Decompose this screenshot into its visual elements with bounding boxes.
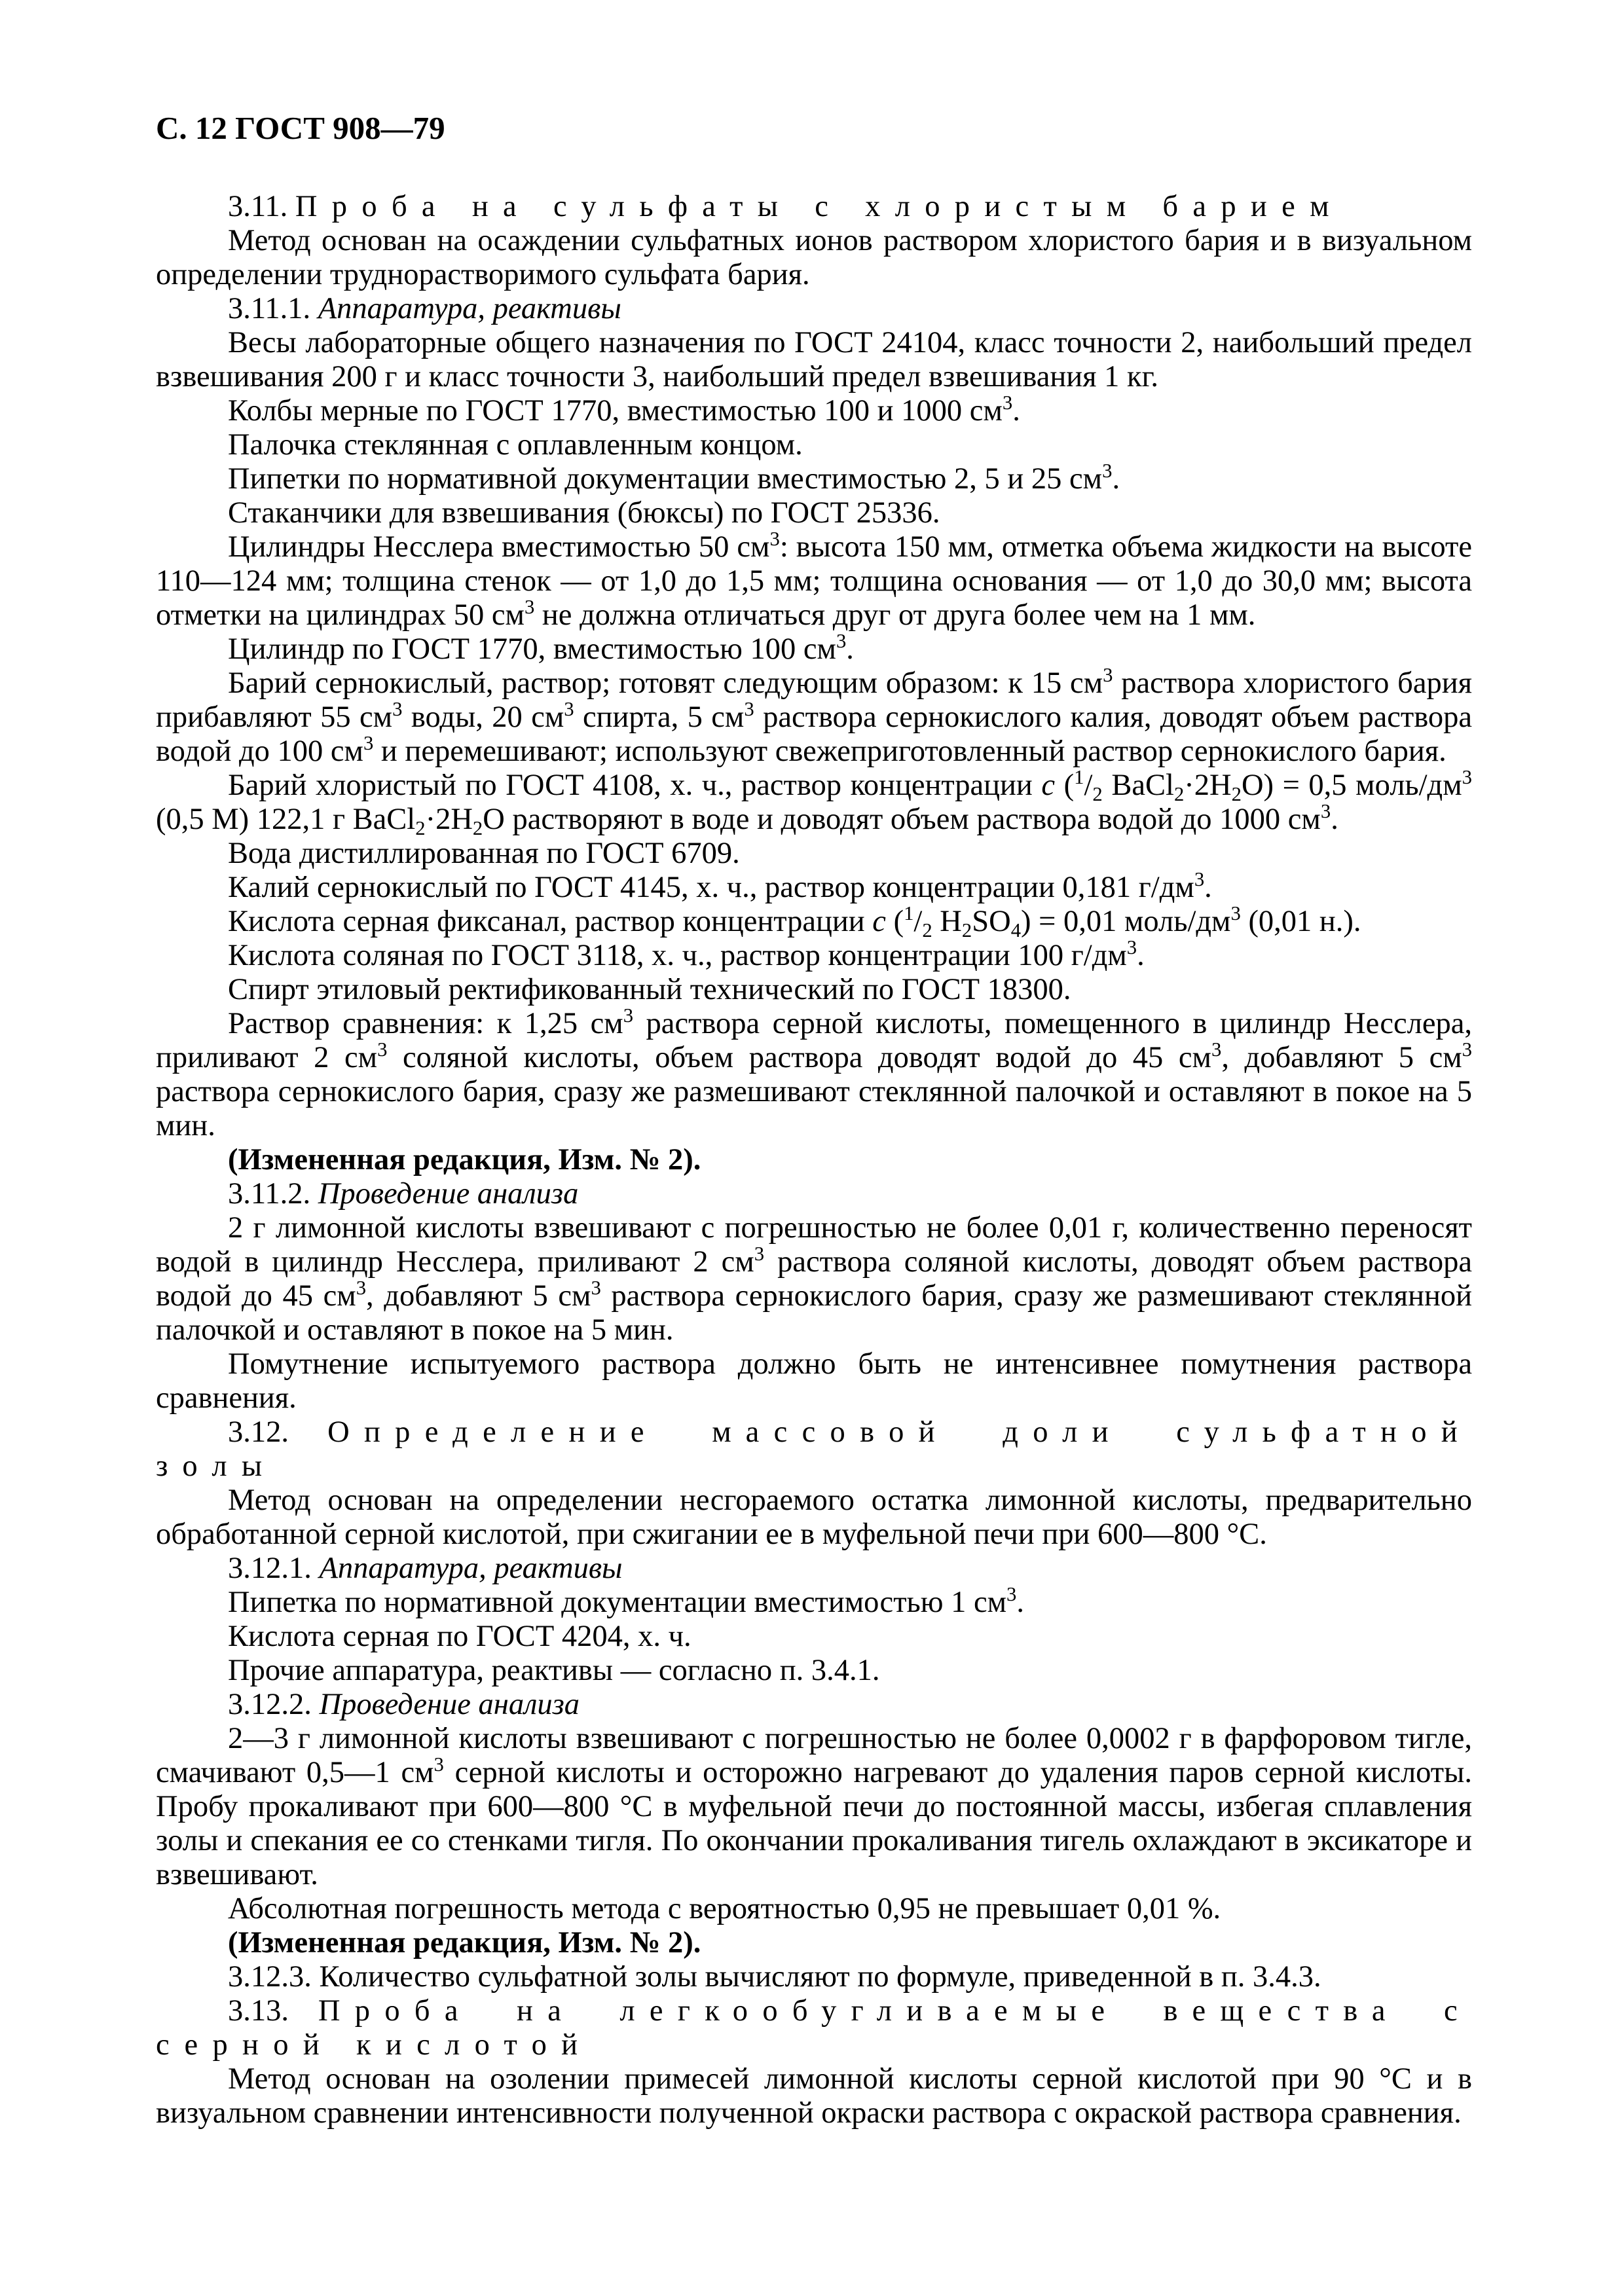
para-rod: Палочка стеклянная с оплавленным концом. (228, 428, 803, 462)
section-title: Проведение анализа (319, 1688, 580, 1721)
para-h2so4: Кислота серная фиксанал, раствор концентрации с ($^1/_2$ $H_2SO_4) = 0,01$ моль/$дм^3$ (0,01 н.). (228, 902, 1361, 942)
para-cups: Стаканчики для взвешивания (бюксы) по ГОСТ 25336. (228, 496, 940, 530)
section-3-11-intro: Метод основан на осаждении сульфатных ионов раствором хлористого бария и в визуальном определении труднорастворимого сульфата бария. (156, 224, 1472, 291)
document-page (156, 111, 1472, 2130)
para-analysis-1: 2 г лимонной кислоты взвешивают с погрешностью не более 0,01 г, количественно переносят водой в цилиндр Несслера, приливают 2 $см^3$ раствора соляной кислоты, доводят объем раствора водой до 45 $см^3$, добавляют 5 $см^3$ раствора сернокислого бария, сразу же размешивают стеклянной палочкой и оставляют в покое на 5 мин. (156, 1211, 1472, 1347)
para-baso4: Барий сернокислый, раствор; готовят следующим образом: к 15 $см^3$ раствора хлористого бария прибавляют 55 $см^3$ воды, 20 $см^3$ спирта, 5 $см^3$ раствора сернокислого калия, доводят объем раствора водой до 100 $см^3$ и перемешивают; используют свежеприготовленный раствор сернокислого бария. (156, 664, 1473, 768)
section-title: Аппаратура, реактивы (318, 292, 621, 325)
para-3-12-3: 3.12.3. Количество сульфатной золы вычисляют по формуле, приведенной в п. 3.4.3. (228, 1960, 1321, 1994)
para-reference-solution: Раствор сравнения: к 1,25 $см^3$ раствора серной кислоты, помещенного в цилиндр Несслера, приливают 2 $см^3$ соляной кислоты, объем раствора доводят водой до 45 $см^3$, добавляют 5 $см^3$ раствора сернокислого бария, сразу же размешивают стеклянной палочкой и оставляют в покое на 5 мин. (156, 1004, 1473, 1142)
para-water: Вода дистиллированная по ГОСТ 6709. (228, 837, 740, 870)
section-3-12-1-heading: 3.12.1. Аппаратура, реактивы (228, 1552, 623, 1585)
para-k2so4: Калий сернокислый по ГОСТ 4145, х. ч., раствор концентрации 0,181 $г/дм^3$. (228, 868, 1212, 904)
section-3-12-heading: 3.12. Определение массовой доли сульфатной золы (156, 1415, 1473, 1483)
para-analysis-2: Помутнение испытуемого раствора должно быть не интенсивнее помутнения раствора сравнения. (156, 1347, 1472, 1415)
section-3-11-heading: 3.11. Проба на сульфаты с хлористым барием (228, 190, 1344, 223)
amendment-note: (Измененная редакция, Изм. № 2). (228, 1143, 701, 1176)
para-bacl2: Барий хлористый по ГОСТ 4108, х. ч., раствор концентрации с ($^1/_2$ $BaCl_2\cdot 2H_2O) = 0,5$ моль/$дм^3$ (0,5 М) 122,1 г $BaCl_2\cdot 2H_2O$ растворяют в воде и доводят объем раствора водой до 1000 $см^3$. (156, 766, 1472, 840)
para-error: Абсолютная погрешность метода с вероятностью 0,95 не превышает 0,01 %. (228, 1892, 1221, 1925)
amendment-note: (Измененная редакция, Изм. № 2). (228, 1926, 701, 1959)
page-header (156, 111, 1472, 145)
para-spirit: Спирт этиловый ректификованный технический по ГОСТ 18300. (228, 973, 1071, 1006)
section-title: Проба на сульфаты с хлористым барием (295, 190, 1344, 223)
section-3-12-intro: Метод основан на определении несгораемого остатка лимонной кислоты, предварительно обработанной серной кислотой, при сжигании ее в муфельной печи при 600—800 °С. (156, 1484, 1472, 1551)
section-title: Аппаратура, реактивы (319, 1552, 623, 1585)
section-title: Проба на легкообугливаемые вещества с серной кислотой (156, 1994, 1473, 2062)
para-flasks: Колбы мерные по ГОСТ 1770, вместимостью 100 и 1000 $см^3$. (228, 392, 1020, 428)
para-hcl: Кислота соляная по ГОСТ 3118, х. ч., раствор концентрации 100 $г/дм^3$. (228, 936, 1145, 972)
section-3-12-2-heading: 3.12.2. Проведение анализа (228, 1688, 580, 1721)
para-cylinder: Цилиндр по ГОСТ 1770, вместимостью 100 $см^3$. (228, 630, 854, 666)
section-3-13-intro: Метод основан на озолении примесей лимонной кислоты серной кислотой при 90 °С и в визуальном сравнении интенсивности полученной окраски раствора с окраской раствора сравнения. (156, 2062, 1472, 2130)
page-number: С. 12 (156, 110, 227, 146)
standard-code: ГОСТ 908—79 (235, 110, 445, 146)
section-title: Проведение анализа (318, 1177, 579, 1211)
para-pipettes: Пипетки по нормативной документации вместимостью 2, 5 и 25 $см^3$. (228, 460, 1120, 496)
para-nessler: Цилиндры Несслера вместимостью 50 $см^3$: высота 150 мм, отметка объема жидкости на высоте 110—124 мм; толщина стенок — от 1,0 до 1,5 мм; толщина основания — от 1,0 до 30,0 мм; высота отметки на цилиндрах 50 $см^3$ не должна отличаться друг от друга более чем на 1 мм. (156, 528, 1473, 632)
para-ash-analysis: 2—3 г лимонной кислоты взвешивают с погрешностью не более 0,0002 г в фарфоровом тигле, смачивают 0,5—1 $см^3$ серной кислоты и осторожно нагревают до удаления паров серной кислоты. Пробу прокаливают при 600—800 °С в муфельной печи до постоянной массы, избегая сплавления золы и спекания ее со стенками тигля. По окончании прокаливания тигель охлаждают в эксикаторе и взвешивают. (156, 1722, 1472, 1891)
section-title: Определение массовой доли сульфатной золы (156, 1415, 1473, 1483)
para-other: Прочие аппаратура, реактивы — согласно п. 3.4.1. (228, 1654, 880, 1687)
section-3-11-2-heading: 3.11.2. Проведение анализа (228, 1177, 579, 1211)
para-weights: Весы лабораторные общего назначения по ГОСТ 24104, класс точности 2, наибольший предел взвешивания 200 г и класс точности 3, наибольший предел взвешивания 1 кг. (156, 326, 1472, 393)
section-3-13-heading: 3.13. Проба на легкообугливаемые вещества с серной кислотой (156, 1994, 1473, 2062)
para-pipette: Пипетка по нормативной документации вместимостью 1 $см^3$. (228, 1583, 1024, 1619)
section-3-11-1-heading: 3.11.1. Аппаратура, реактивы (228, 292, 621, 325)
para-sulfuric-acid: Кислота серная по ГОСТ 4204, х. ч. (228, 1620, 691, 1653)
